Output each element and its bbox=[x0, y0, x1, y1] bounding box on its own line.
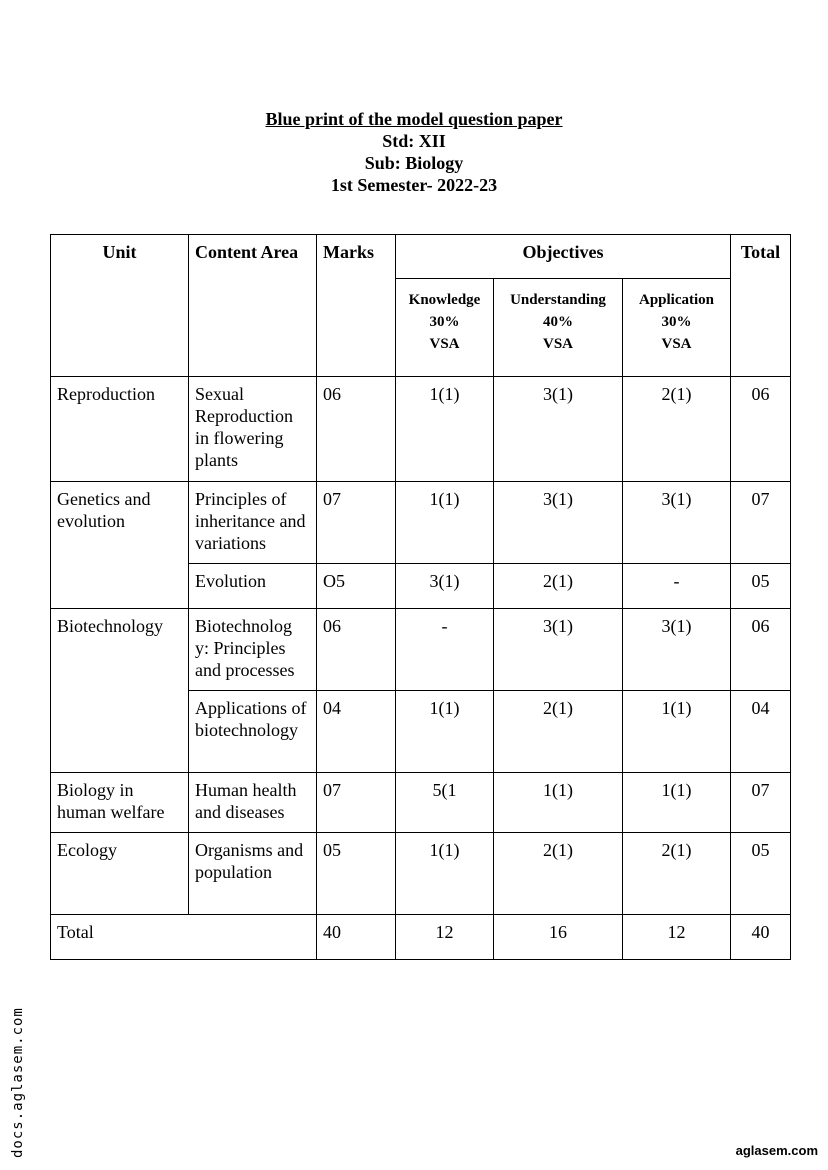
understanding-cell: 1(1) bbox=[494, 773, 623, 833]
understanding-type: VSA bbox=[542, 336, 573, 352]
understanding-cell: 3(1) bbox=[494, 377, 623, 482]
total-cell: 07 bbox=[731, 482, 791, 564]
header-unit: Unit bbox=[51, 235, 189, 377]
header-objectives: Objectives bbox=[396, 235, 731, 279]
understanding-cell: 3(1) bbox=[494, 609, 623, 691]
knowledge-cell: 3(1) bbox=[396, 564, 494, 609]
brand-watermark: aglasem.com bbox=[735, 1143, 818, 1158]
table-row bbox=[51, 773, 791, 833]
understanding-cell: 2(1) bbox=[494, 691, 623, 773]
knowledge-percent: 30% bbox=[429, 314, 460, 330]
knowledge-cell: 1(1) bbox=[396, 482, 494, 564]
application-type: VSA bbox=[661, 336, 692, 352]
total-row bbox=[51, 915, 791, 960]
understanding-label: Understanding bbox=[510, 292, 606, 308]
knowledge-cell: 1(1) bbox=[396, 691, 494, 773]
unit-cell: Biotechnology bbox=[51, 609, 189, 773]
application-percent: 30% bbox=[661, 314, 692, 330]
marks-cell: 05 bbox=[317, 833, 396, 915]
content-cell: Applications of biotechnology bbox=[189, 691, 317, 773]
content-cell: Evolution bbox=[189, 564, 317, 609]
semester-line: 1st Semester- 2022-23 bbox=[330, 175, 498, 195]
unit-cell: Genetics and evolution bbox=[51, 482, 189, 609]
table-row bbox=[51, 377, 791, 482]
application-cell: 2(1) bbox=[623, 833, 731, 915]
knowledge-cell: 5(1 bbox=[396, 773, 494, 833]
knowledge-label: Knowledge bbox=[408, 292, 481, 308]
side-watermark: docs.aglasem.com bbox=[10, 1007, 26, 1158]
total-application: 12 bbox=[623, 915, 731, 960]
table-row bbox=[51, 609, 791, 691]
total-cell: 07 bbox=[731, 773, 791, 833]
subject-line: Sub: Biology bbox=[364, 153, 464, 173]
total-cell: 06 bbox=[731, 609, 791, 691]
understanding-cell: 2(1) bbox=[494, 564, 623, 609]
marks-cell: 06 bbox=[317, 377, 396, 482]
header-content-area: Content Area bbox=[189, 235, 317, 377]
total-cell: 05 bbox=[731, 833, 791, 915]
application-cell: 1(1) bbox=[623, 691, 731, 773]
grand-total: 40 bbox=[731, 915, 791, 960]
total-marks: 40 bbox=[317, 915, 396, 960]
header-total: Total bbox=[731, 235, 791, 377]
total-understanding: 16 bbox=[494, 915, 623, 960]
total-cell: 04 bbox=[731, 691, 791, 773]
total-label: Total bbox=[51, 915, 317, 960]
header-knowledge bbox=[396, 279, 494, 377]
marks-cell: O5 bbox=[317, 564, 396, 609]
understanding-percent: 40% bbox=[543, 314, 573, 330]
header-application bbox=[623, 279, 731, 377]
header-marks: Marks bbox=[317, 235, 396, 377]
marks-cell: 07 bbox=[317, 773, 396, 833]
application-cell: 3(1) bbox=[623, 482, 731, 564]
knowledge-type: VSA bbox=[429, 336, 460, 352]
standard-line: Std: XII bbox=[382, 131, 446, 151]
knowledge-cell: 1(1) bbox=[396, 833, 494, 915]
knowledge-cell: - bbox=[396, 609, 494, 691]
application-label: Application bbox=[638, 292, 714, 308]
table-row bbox=[51, 833, 791, 915]
unit-cell: Reproduction bbox=[51, 377, 189, 482]
document-header bbox=[0, 108, 828, 196]
header-understanding bbox=[494, 279, 623, 377]
application-cell: 2(1) bbox=[623, 377, 731, 482]
knowledge-cell: 1(1) bbox=[396, 377, 494, 482]
unit-cell: Biology in human welfare bbox=[51, 773, 189, 833]
document-title: Blue print of the model question paper bbox=[265, 109, 563, 129]
marks-cell: 07 bbox=[317, 482, 396, 564]
content-cell: Organisms and population bbox=[189, 833, 317, 915]
content-cell: Sexual Reproduction in flowering plants bbox=[189, 377, 317, 482]
total-knowledge: 12 bbox=[396, 915, 494, 960]
application-cell: 1(1) bbox=[623, 773, 731, 833]
total-cell: 05 bbox=[731, 564, 791, 609]
content-cell: Human health and diseases bbox=[189, 773, 317, 833]
understanding-cell: 2(1) bbox=[494, 833, 623, 915]
understanding-cell: 3(1) bbox=[494, 482, 623, 564]
content-cell: Principles of inheritance and variations bbox=[189, 482, 317, 564]
application-cell: - bbox=[623, 564, 731, 609]
table-row bbox=[51, 482, 791, 564]
total-cell: 06 bbox=[731, 377, 791, 482]
unit-cell: Ecology bbox=[51, 833, 189, 915]
application-cell: 3(1) bbox=[623, 609, 731, 691]
blueprint-table bbox=[50, 234, 791, 960]
content-cell: Biotechnolog y: Principles and processes bbox=[189, 609, 317, 691]
marks-cell: 06 bbox=[317, 609, 396, 691]
marks-cell: 04 bbox=[317, 691, 396, 773]
